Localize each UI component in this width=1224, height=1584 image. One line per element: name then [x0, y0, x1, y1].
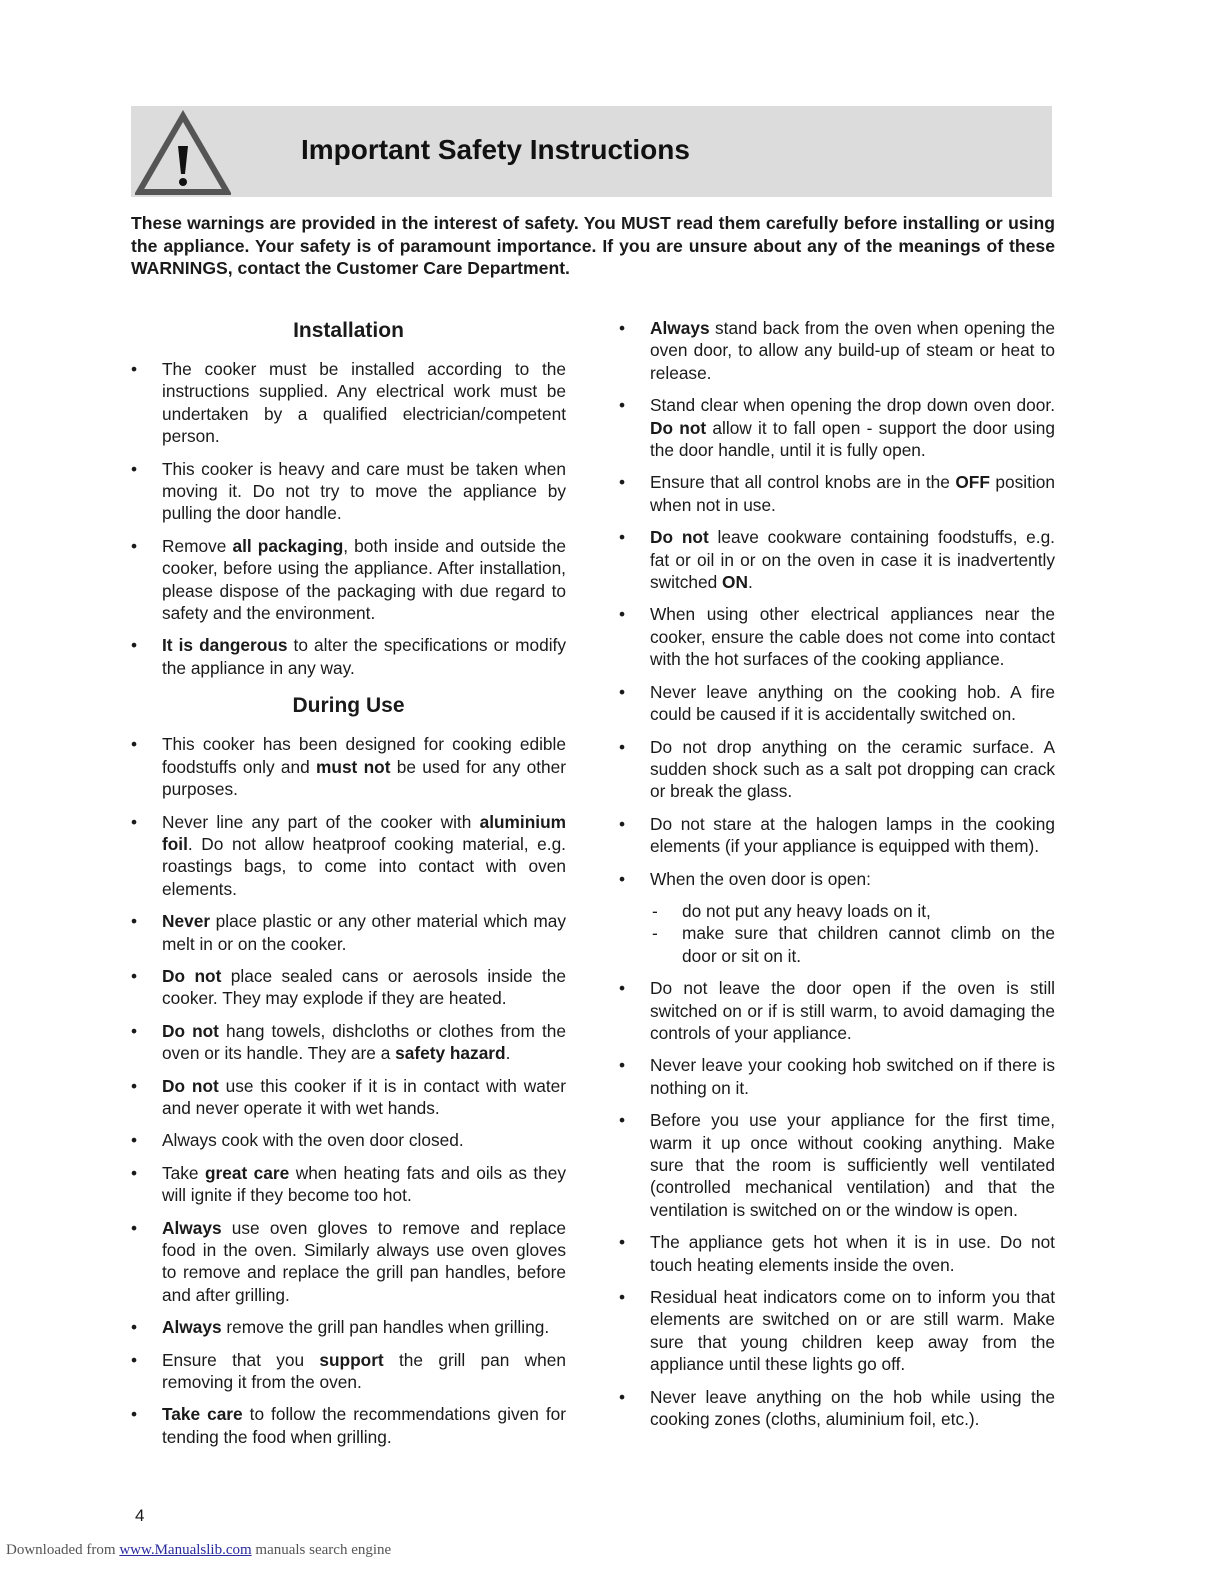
list-item: • Always remove the grill pan handles when grilling.: [131, 1316, 566, 1338]
manualslib-link[interactable]: www.Manualslib.com: [119, 1542, 252, 1558]
list-item: • The appliance gets hot when it is in use. Do not touch heating elements inside the oven.: [619, 1231, 1055, 1276]
during-use-heading: During Use: [292, 694, 405, 718]
list-item: • When using other electrical appliances near the cooker, ensure the cable does not come into contact with the hot surfaces of the cooking appliance.: [619, 603, 1055, 670]
safety-list-continued: [619, 317, 1055, 1430]
list-item: • Do not leave the door open if the oven is still switched on or if is still warm, to avoid damaging the controls of your appliance.: [619, 977, 1055, 1044]
list-item: • Before you use your appliance for the first time, warm it up once without cooking anything. Make sure that the room is sufficiently well ventilated (controlled mechanical ventilation) and that the ventilation is switched on or the window is open.: [619, 1109, 1055, 1221]
page-number: 4: [135, 1506, 145, 1525]
list-item: • Never leave anything on the hob while using the cooking zones (cloths, aluminium foil, etc.).: [619, 1386, 1055, 1431]
download-footer: [6, 1542, 391, 1559]
warning-triangle-icon: [135, 110, 231, 196]
list-item: • Always stand back from the oven when opening the oven door, to allow any build-up of steam or heat to release.: [619, 317, 1055, 384]
door-open-sublist: [650, 900, 1055, 967]
during-use-list: [131, 733, 566, 1448]
list-item: • This cooker is heavy and care must be taken when moving it. Do not try to move the appliance by pulling the door handle.: [131, 458, 566, 525]
intro-warning: These warnings are provided in the interest of safety. You MUST read them carefully before installing or using the appliance. Your safety is of paramount importance. If you are unsure about any of the meanings of these WARNINGS, contact the Customer Care Department.: [131, 213, 1055, 278]
installation-heading: Installation: [293, 319, 404, 342]
list-item: • Do not use this cooker if it is in contact with water and never operate it with wet hands.: [131, 1075, 566, 1120]
list-item: • Remove all packaging, both inside and outside the cooker, before using the appliance. After installation, please dispose of the packaging with due regard to safety and the environment.: [131, 535, 566, 625]
list-item: • Never line any part of the cooker with aluminium foil. Do not allow heatproof cooking material, e.g. roastings bags, to come into contact with oven elements.: [131, 811, 566, 901]
list-item: • Do not stare at the halogen lamps in the cooking elements (if your appliance is equipped with them).: [619, 813, 1055, 858]
sub-list-item: - make sure that children cannot climb on the door or sit on it.: [650, 922, 1055, 967]
list-item: • Never leave anything on the cooking hob. A fire could be caused if it is accidentally switched on.: [619, 681, 1055, 726]
list-item: • Never leave your cooking hob switched on if there is nothing on it.: [619, 1054, 1055, 1099]
list-item: • Do not place sealed cans or aerosols inside the cooker. They may explode if they are heated.: [131, 965, 566, 1010]
list-item: • Always cook with the oven door closed.: [131, 1129, 566, 1151]
list-item: • Residual heat indicators come on to inform you that elements are switched on or are still warm. Make sure that young children keep away from the appliance until these lights go off.: [619, 1286, 1055, 1376]
list-item: • Always use oven gloves to remove and replace food in the oven. Similarly always use oven gloves to remove and replace the grill pan handles, before and after grilling.: [131, 1217, 566, 1307]
safety-banner: [131, 106, 1052, 197]
list-item: • Ensure that all control knobs are in the OFF position when not in use.: [619, 471, 1055, 516]
list-item: • Do not hang towels, dishcloths or clothes from the oven or its handle. They are a safety hazard.: [131, 1020, 566, 1065]
list-item: • Never place plastic or any other material which may melt in or on the cooker.: [131, 910, 566, 955]
list-item: • Do not leave cookware containing foodstuffs, e.g. fat or oil in or on the oven in case it is inadvertently switched ON.: [619, 526, 1055, 593]
list-item: • This cooker has been designed for cooking edible foodstuffs only and must not be used for any other purposes.: [131, 733, 566, 800]
left-column: [131, 316, 566, 1458]
list-item: • Ensure that you support the grill pan when removing it from the oven.: [131, 1349, 566, 1394]
sub-list-item: - do not put any heavy loads on it,: [650, 900, 1055, 922]
installation-list: [131, 358, 566, 679]
list-item: • It is dangerous to alter the specifications or modify the appliance in any way.: [131, 634, 566, 679]
list-item: • Stand clear when opening the drop down oven door. Do not allow it to fall open - support the door using the door handle, until it is fully open.: [619, 394, 1055, 461]
list-item: • The cooker must be installed according to the instructions supplied. Any electrical work must be undertaken by a qualified electrician/competent person.: [131, 358, 566, 448]
right-column: [619, 317, 1055, 1440]
footer-suffix: manuals search engine: [251, 1542, 392, 1558]
list-item: • Take care to follow the recommendations given for tending the food when grilling.: [131, 1403, 566, 1448]
list-item: • Do not drop anything on the ceramic surface. A sudden shock such as a salt pot dropping can crack or break the glass.: [619, 736, 1055, 803]
page-title: Important Safety Instructions: [301, 134, 690, 165]
footer-prefix: Downloaded from: [6, 1542, 120, 1558]
list-item: • When the oven door is open: - do not put any heavy loads on it, - make sure that children cannot climb on the door or sit on it.: [619, 868, 1055, 968]
list-item: • Take great care when heating fats and oils as they will ignite if they become too hot.: [131, 1162, 566, 1207]
